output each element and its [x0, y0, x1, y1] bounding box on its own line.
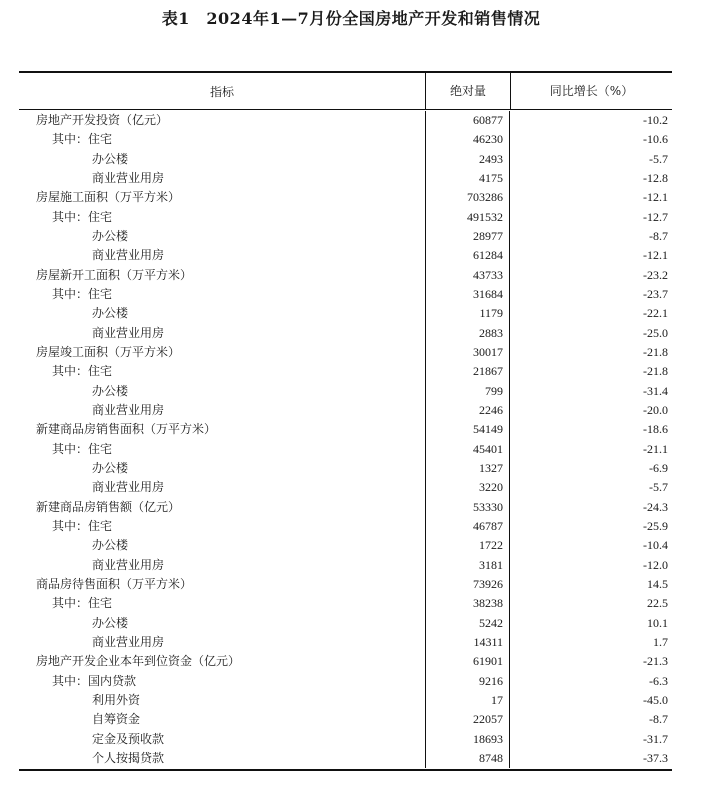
- row-absolute-value: 4175: [425, 169, 509, 188]
- row-absolute-value: 17: [425, 691, 509, 710]
- row-absolute-value: 46787: [425, 517, 509, 536]
- row-growth-value: -12.1: [509, 246, 672, 265]
- row-absolute-value: 2493: [425, 150, 509, 169]
- row-label: 商业营业用房: [92, 402, 165, 417]
- table-row: [19, 517, 672, 536]
- row-absolute-value: 703286: [425, 188, 509, 207]
- row-absolute-value: 22057: [425, 710, 509, 729]
- row-growth-value: -18.6: [509, 420, 672, 439]
- row-growth-value: -24.3: [509, 498, 672, 517]
- row-label: 商业营业用房: [92, 325, 165, 340]
- table-row: [19, 266, 672, 285]
- row-growth-value: -31.7: [509, 730, 672, 749]
- row-label: 定金及预收款: [92, 731, 165, 746]
- row-growth-value: -12.7: [509, 208, 672, 227]
- row-growth-value: 10.1: [509, 614, 672, 633]
- row-growth-value: -10.6: [509, 130, 672, 149]
- table-row: [19, 285, 672, 304]
- row-growth-value: -22.1: [509, 304, 672, 323]
- row-growth-value: -10.4: [509, 536, 672, 555]
- row-absolute-value: 8748: [425, 749, 509, 768]
- table-row: [19, 730, 672, 749]
- row-growth-value: -25.9: [509, 517, 672, 536]
- row-growth-value: -10.2: [509, 111, 672, 130]
- table-row: [19, 382, 672, 401]
- table-row: [19, 169, 672, 188]
- row-label: 房屋施工面积（万平方米）: [36, 190, 181, 205]
- row-growth-value: -6.3: [509, 672, 672, 691]
- row-absolute-value: 2246: [425, 401, 509, 420]
- row-growth-value: 14.5: [509, 575, 672, 594]
- row-growth-value: -20.0: [509, 401, 672, 420]
- table-row: [19, 227, 672, 246]
- row-absolute-value: 54149: [425, 420, 509, 439]
- table-row: [19, 691, 672, 710]
- row-growth-value: -8.7: [509, 227, 672, 246]
- row-label: 其中：住宅: [52, 441, 113, 456]
- row-label: 商品房待售面积（万平方米）: [36, 576, 193, 591]
- row-label: 办公楼: [92, 615, 129, 630]
- row-label: 房地产开发投资（亿元）: [36, 113, 169, 127]
- table-row: [19, 324, 672, 343]
- table-row: [19, 575, 672, 594]
- row-absolute-value: 18693: [425, 730, 509, 749]
- row-absolute-value: 491532: [425, 208, 509, 227]
- table-row: [19, 672, 672, 691]
- row-label: 商业营业用房: [92, 634, 165, 649]
- row-absolute-value: 1722: [425, 536, 509, 555]
- header-indicator: 指标: [209, 84, 234, 99]
- table-row: [19, 304, 672, 323]
- row-growth-value: 22.5: [509, 594, 672, 613]
- row-absolute-value: 9216: [425, 672, 509, 691]
- row-absolute-value: 3181: [425, 556, 509, 575]
- row-growth-value: -21.8: [509, 343, 672, 362]
- table-row: [19, 749, 672, 768]
- row-absolute-value: 73926: [425, 575, 509, 594]
- row-absolute-value: 799: [425, 382, 509, 401]
- table-row: [19, 188, 672, 207]
- row-label: 商业营业用房: [92, 480, 165, 495]
- row-growth-value: -21.8: [509, 362, 672, 381]
- row-label: 利用外资: [92, 692, 141, 707]
- row-label: 自筹资金: [92, 712, 141, 727]
- row-label: 房地产开发企业本年到位资金（亿元）: [36, 654, 241, 669]
- table-row: [19, 111, 672, 130]
- row-growth-value: -12.8: [509, 169, 672, 188]
- row-growth-value: -37.3: [509, 749, 672, 768]
- row-label: 房屋竣工面积（万平方米）: [36, 344, 181, 359]
- table-row: [19, 614, 672, 633]
- row-growth-value: -21.3: [509, 652, 672, 671]
- row-growth-value: -12.0: [509, 556, 672, 575]
- table-row: [19, 440, 672, 459]
- row-absolute-value: 43733: [425, 266, 509, 285]
- row-absolute-value: 31684: [425, 285, 509, 304]
- table-row: [19, 130, 672, 149]
- row-growth-value: -6.9: [509, 459, 672, 478]
- row-label: 新建商品房销售面积（万平方米）: [36, 422, 217, 437]
- row-absolute-value: 53330: [425, 498, 509, 517]
- table-row: [19, 459, 672, 478]
- table-row: [19, 556, 672, 575]
- table-row: [19, 150, 672, 169]
- row-absolute-value: 45401: [425, 440, 509, 459]
- table-row: [19, 208, 672, 227]
- table-row: [19, 246, 672, 265]
- row-label: 商业营业用房: [92, 170, 165, 185]
- row-label: 办公楼: [92, 538, 129, 553]
- table-row: [19, 362, 672, 381]
- row-absolute-value: 1179: [425, 304, 509, 323]
- row-growth-value: -12.1: [509, 188, 672, 207]
- table-row: [19, 652, 672, 671]
- table-header: [19, 73, 672, 110]
- row-label: 其中：住宅: [52, 518, 113, 533]
- table-row: [19, 633, 672, 652]
- row-label: 其中：住宅: [52, 364, 113, 379]
- row-label: 其中：住宅: [52, 209, 113, 224]
- table-row: [19, 420, 672, 439]
- row-absolute-value: 5242: [425, 614, 509, 633]
- row-absolute-value: 28977: [425, 227, 509, 246]
- row-absolute-value: 3220: [425, 478, 509, 497]
- row-label: 商业营业用房: [92, 248, 165, 263]
- row-absolute-value: 30017: [425, 343, 509, 362]
- row-growth-value: -23.7: [509, 285, 672, 304]
- row-label: 办公楼: [92, 151, 129, 166]
- row-label: 办公楼: [92, 228, 129, 243]
- table-row: [19, 478, 672, 497]
- row-label: 其中：住宅: [52, 596, 113, 611]
- header-absolute: 绝对量: [425, 73, 510, 109]
- row-label: 其中：住宅: [52, 132, 113, 147]
- row-absolute-value: 2883: [425, 324, 509, 343]
- row-absolute-value: 61901: [425, 652, 509, 671]
- row-label: 商业营业用房: [92, 557, 165, 572]
- row-growth-value: -5.7: [509, 478, 672, 497]
- row-label: 办公楼: [92, 383, 129, 398]
- row-growth-value: -25.0: [509, 324, 672, 343]
- row-label: 房屋新开工面积（万平方米）: [36, 267, 193, 282]
- row-absolute-value: 21867: [425, 362, 509, 381]
- table-row: [19, 594, 672, 613]
- table-body: [19, 110, 672, 769]
- row-absolute-value: 61284: [425, 246, 509, 265]
- row-label: 办公楼: [92, 460, 129, 475]
- row-label: 其中：国内贷款: [52, 673, 137, 688]
- table-row: [19, 536, 672, 555]
- row-growth-value: -31.4: [509, 382, 672, 401]
- row-growth-value: -23.2: [509, 266, 672, 285]
- table-row: [19, 401, 672, 420]
- row-label: 个人按揭贷款: [92, 750, 165, 765]
- row-absolute-value: 1327: [425, 459, 509, 478]
- table-title: 表1 2024年1—7月份全国房地产开发和销售情况: [161, 9, 541, 28]
- row-growth-value: -5.7: [509, 150, 672, 169]
- data-table: [19, 71, 672, 771]
- table-row: [19, 343, 672, 362]
- table-row: [19, 710, 672, 729]
- row-absolute-value: 60877: [425, 111, 509, 130]
- row-absolute-value: 14311: [425, 633, 509, 652]
- table-row: [19, 498, 672, 517]
- row-growth-value: -45.0: [509, 691, 672, 710]
- row-growth-value: 1.7: [509, 633, 672, 652]
- row-label: 其中：住宅: [52, 286, 113, 301]
- row-label: 办公楼: [92, 306, 129, 321]
- row-growth-value: -21.1: [509, 440, 672, 459]
- row-growth-value: -8.7: [509, 710, 672, 729]
- row-absolute-value: 46230: [425, 130, 509, 149]
- header-growth: 同比增长（%）: [510, 73, 672, 109]
- row-absolute-value: 38238: [425, 594, 509, 613]
- row-label: 新建商品房销售额（亿元）: [36, 499, 181, 514]
